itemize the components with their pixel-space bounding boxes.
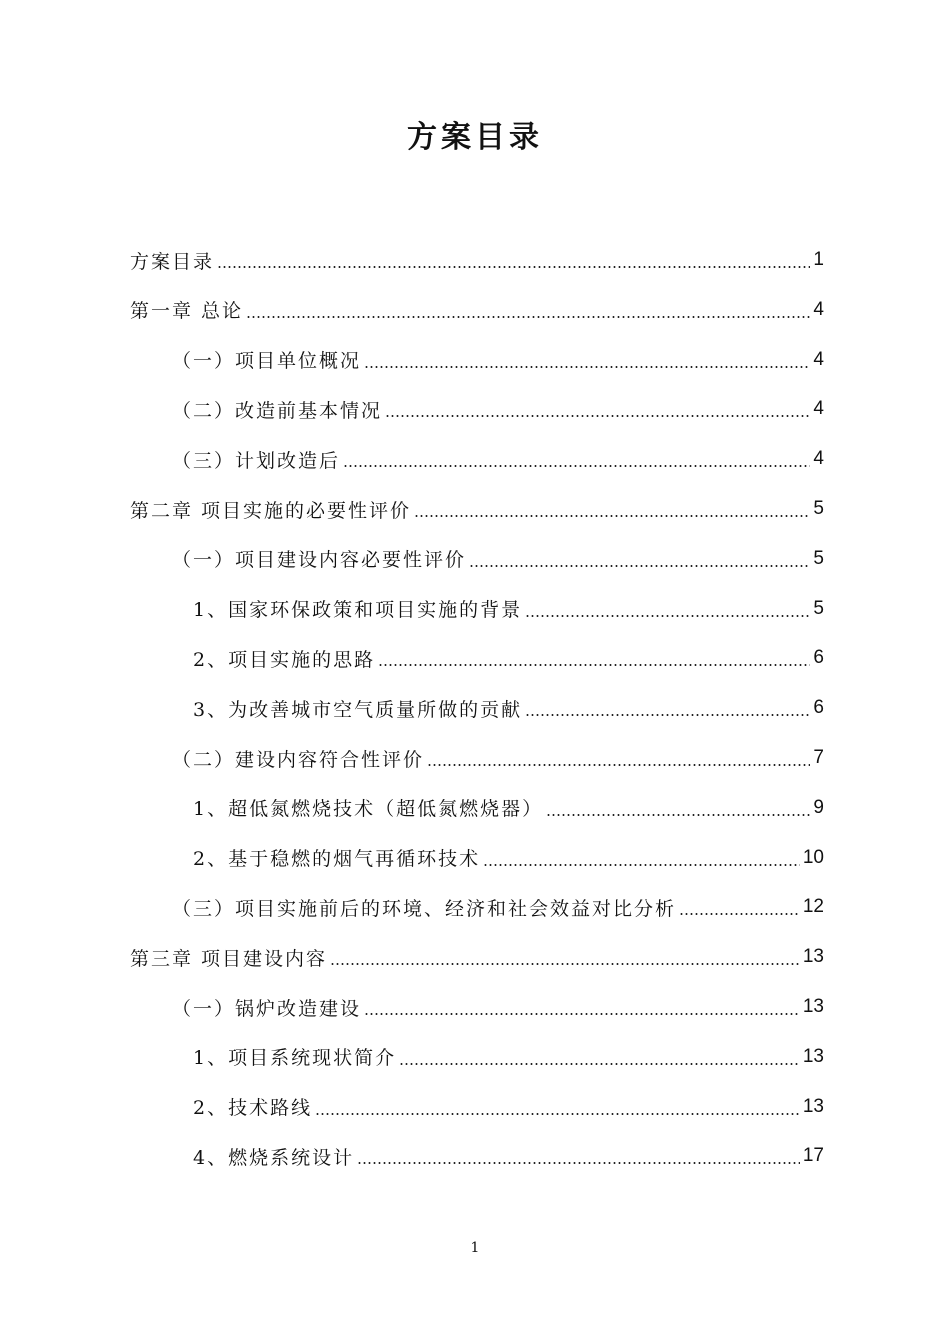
toc-entry[interactable] (193, 641, 824, 675)
toc-dot-leader (546, 814, 810, 816)
toc-entry-page: 6 (813, 647, 824, 669)
toc-entry-label: 1、超低氮燃烧技术（超低氮燃烧器） (193, 798, 544, 821)
toc-entry-page: 13 (802, 1045, 824, 1067)
toc-entry-label: 第一章 总论 (130, 300, 244, 323)
toc-dot-leader (357, 1162, 800, 1164)
toc-entry[interactable] (172, 741, 824, 775)
toc-entry-label: 1、国家环保政策和项目实施的背景 (193, 599, 523, 622)
page-number: 1 (470, 1240, 480, 1256)
toc-entry-page: 9 (813, 796, 824, 818)
toc-entry-page: 13 (802, 946, 824, 968)
toc-entry[interactable] (130, 940, 824, 974)
toc-dot-leader (679, 913, 800, 915)
toc-entry[interactable] (193, 1139, 824, 1173)
toc-entry-page: 17 (802, 1145, 824, 1167)
toc-entry-page: 4 (813, 298, 824, 320)
toc-entry[interactable] (193, 841, 824, 875)
toc-entry-label: （一）锅炉改造建设 (172, 997, 362, 1020)
toc-entry[interactable] (172, 343, 824, 377)
toc-entry-page: 13 (802, 1095, 824, 1117)
toc-entry-page: 5 (813, 597, 824, 619)
toc-entry[interactable] (172, 890, 824, 924)
toc-entry[interactable] (193, 791, 824, 825)
toc-entry-page: 5 (813, 498, 824, 519)
toc-dot-leader (525, 714, 810, 716)
toc-dot-leader (385, 415, 810, 417)
toc-entry-label: （二）建设内容符合性评价 (172, 748, 425, 771)
toc-entry-page: 10 (802, 846, 824, 868)
toc-entry-label: 第二章 项目实施的必要性评价 (130, 499, 412, 522)
toc-entry[interactable] (172, 542, 824, 576)
toc-dot-leader (469, 565, 810, 567)
toc-entry-label: 2、技术路线 (193, 1097, 313, 1120)
toc-entry-page: 13 (802, 996, 824, 1017)
toc-dot-leader (427, 764, 810, 766)
toc-entry-label: 4、燃烧系统设计 (193, 1146, 355, 1169)
toc-entry-page: 1 (813, 249, 824, 270)
toc-entry[interactable] (130, 243, 824, 277)
toc-entry[interactable] (193, 592, 824, 626)
toc-entry[interactable] (172, 392, 824, 426)
toc-entry-label: 2、项目实施的思路 (193, 648, 376, 671)
toc-dot-leader (399, 1063, 800, 1065)
toc-entry-label: （一）项目建设内容必要性评价 (172, 549, 467, 572)
toc-entry-page: 5 (813, 547, 824, 569)
toc-dot-leader (364, 1013, 800, 1015)
toc-entry-label: 方案目录 (130, 250, 215, 273)
toc-entry[interactable] (193, 1040, 824, 1074)
toc-entry-page: 4 (813, 348, 824, 370)
toc-dot-leader (315, 1113, 800, 1115)
toc-entry-page: 6 (813, 697, 824, 719)
toc-entry[interactable] (193, 691, 824, 725)
page-title: 方案目录 (407, 120, 543, 155)
toc-entry-label: （三）计划改造后 (172, 449, 341, 472)
toc-entry-label: 第三章 项目建设内容 (130, 947, 328, 970)
toc-entry[interactable] (172, 442, 824, 476)
toc-entry[interactable] (130, 293, 824, 327)
toc-entry-page: 12 (802, 896, 824, 918)
toc-entry-label: （一）项目单位概况 (172, 350, 362, 373)
toc-dot-leader (330, 963, 800, 965)
toc-dot-leader (246, 316, 810, 318)
toc-dot-leader (364, 366, 810, 368)
toc-dot-leader (414, 515, 810, 517)
toc-entry-label: （三）项目实施前后的环境、经济和社会效益对比分析 (172, 897, 677, 920)
toc-entry-page: 7 (813, 747, 824, 768)
toc-dot-leader (525, 615, 810, 617)
toc-entry[interactable] (130, 492, 824, 526)
toc-entry-page: 4 (813, 448, 824, 470)
toc-entry-label: （二）改造前基本情况 (172, 399, 383, 422)
toc-dot-leader (378, 664, 810, 666)
toc-dot-leader (483, 864, 800, 866)
toc-entry-label: 3、为改善城市空气质量所做的贡献 (193, 698, 523, 721)
toc-entry[interactable] (193, 1090, 824, 1124)
toc-dot-leader (217, 266, 810, 268)
toc-entry-label: 1、项目系统现状简介 (193, 1047, 397, 1070)
toc-entry-label: 2、基于稳燃的烟气再循环技术 (193, 848, 481, 871)
toc-entry-page: 4 (813, 398, 824, 420)
toc-entry[interactable] (172, 990, 824, 1024)
toc-dot-leader (343, 465, 810, 467)
